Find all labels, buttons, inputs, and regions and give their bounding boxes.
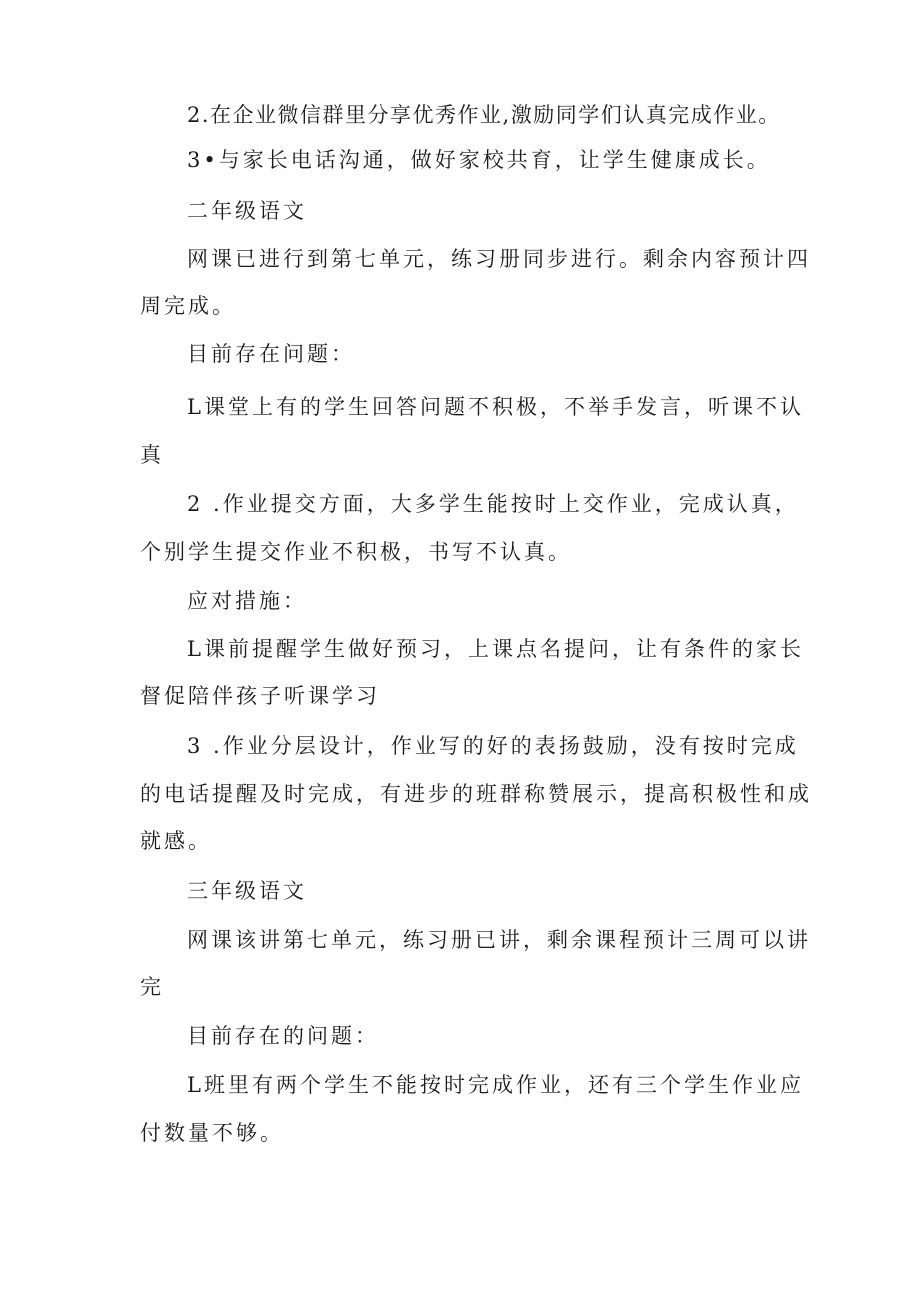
text-line-8: 真 bbox=[140, 443, 164, 467]
text-line-16: 就感。 bbox=[140, 829, 212, 853]
text-line-5: 周完成。 bbox=[140, 294, 236, 318]
subheading-measures: 应对措施： bbox=[187, 589, 307, 613]
text-line-13: 督促陪伴孩子听课学习 bbox=[140, 684, 380, 708]
text-line-9: 2 .作业提交方面，大多学生能按时上交作业，完成认真， bbox=[187, 492, 799, 516]
text-line-4: 网课已进行到第七单元，练习册同步进行。剩余内容预计四 bbox=[187, 247, 811, 271]
text-line-7: L课堂上有的学生回答问题不积极，不举手发言，听课不认 bbox=[187, 395, 804, 419]
text-line-21: L班里有两个学生不能按时完成作业，还有三个学生作业应 bbox=[187, 1073, 804, 1097]
text-line-18: 网课该讲第七单元，练习册已讲，剩余课程预计三周可以讲 bbox=[187, 928, 811, 952]
text-line-19: 完 bbox=[140, 975, 164, 999]
section-heading-grade3: 三年级语文 bbox=[187, 879, 307, 903]
text-line-14: 3 .作业分层设计，作业写的好的表扬鼓励，没有按时完成 bbox=[187, 734, 799, 758]
subheading-problems-grade3: 目前存在的问题： bbox=[187, 1024, 379, 1048]
section-heading-grade2: 二年级语文 bbox=[187, 199, 307, 223]
text-line-1: 2.在企业微信群里分享优秀作业,激励同学们认真完成作业。 bbox=[187, 103, 781, 127]
text-line-12: L课前提醒学生做好预习，上课点名提问，让有条件的家长 bbox=[187, 637, 804, 661]
text-line-15: 的电话提醒及时完成，有进步的班群称赞展示，提高积极性和成 bbox=[140, 782, 812, 806]
subheading-problems-grade2: 目前存在问题： bbox=[187, 342, 355, 366]
text-line-10: 个别学生提交作业不积极，书写不认真。 bbox=[140, 540, 572, 564]
text-line-2: 3•与家长电话沟通，做好家校共育，让学生健康成长。 bbox=[187, 148, 771, 172]
text-line-22: 付数量不够。 bbox=[140, 1121, 284, 1145]
